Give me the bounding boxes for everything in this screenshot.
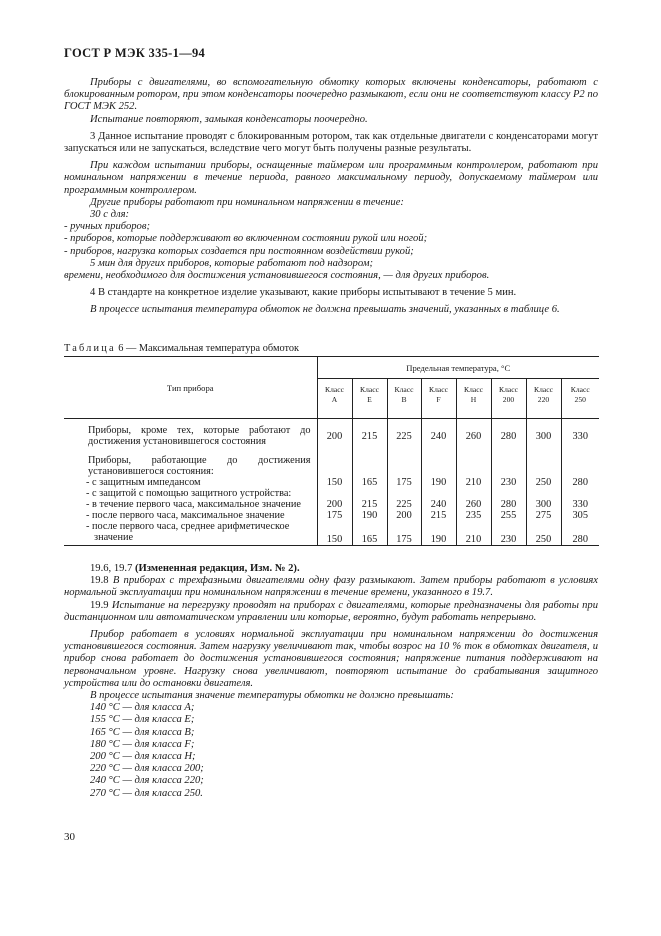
table-header-temperature: Предельная температура, °С [317,357,599,379]
temperature-limits-list [64,702,598,800]
table-header-class: Класс Е [352,379,387,419]
table-cell: 150 [317,477,352,488]
table-cell: 300 [526,419,561,448]
table-row [64,447,599,477]
row-label: - после первого часа, среднее арифметическое значение [64,521,317,546]
table-cell: 175 [387,477,421,488]
paragraph-overload: Прибор работает в условиях нормальной эксплуатации при номинальном напряжении до достижения установившегося состояния. Затем нагрузку увеличивают так, чтобы возрос на 10 % ток в обмотках двигателя, и прибор снова работает до достижения установившегося состояния; напряжение питания поддерживают на первоначальном уровне. Нагрузку снова увеличивают, повторяют испытание до срабатывания защитного устройства или до остановки двигателя. [64,629,598,689]
paragraph-temperature-intro: В процессе испытания значение температуры обмотки не должно превышать: [90,690,454,702]
table-caption-text: 6 — Максимальная температура обмоток [115,343,300,354]
paragraph-timer-devices: При каждом испытании приборы, оснащенные таймером или программным контроллером, работают при номинальном напряжении в течение периода, равного максимальному периоду, допускаемому таймером или программным контроллером. [64,160,598,196]
table-cell: 200 [317,499,352,510]
table-cell: 215 [421,510,456,521]
list-item: - приборов, которые поддерживают во включенном состоянии рукой или ногой; [64,233,428,245]
paragraph-capacitor-motors: Приборы с двигателями, во вспомогательную обмотку которых включены конденсаторы, работают с блокированным ротором, при этом конденсаторы поочередно размыкают, если они не соответствуют классу P2 по ГОСТ МЭК 252. [64,77,598,113]
table-row [64,419,599,448]
table-row [64,510,599,521]
table-header-class: Класс 200 [491,379,526,419]
table-header-class: Класс 220 [526,379,561,419]
table-cell: 275 [526,510,561,521]
list-item: 165 °С — для класса В; [90,726,195,738]
list-item: 180 °С — для класса F; [90,738,195,750]
row-label: - с защитой с помощью защитного устройства: [86,488,292,499]
table-cell: 200 [387,510,421,521]
document-header: ГОСТ Р МЭК 335-1—94 [64,46,206,60]
bottom-text-block [64,563,598,800]
table-caption-word: Таблица [64,343,116,354]
table-row [64,521,599,546]
table-cell: 210 [456,477,491,488]
list-item: 270 °С — для класса 250. [90,787,203,799]
clause-number: 19.8 [90,575,113,587]
table-cell: 230 [491,477,526,488]
clause-19-8 [64,575,598,599]
list-item: Другие приборы работают при номинальном напряжении в течение: [90,196,404,208]
table-header-class: Класс 250 [561,379,599,419]
table-cell: 215 [352,499,387,510]
table-cell: 190 [421,477,456,488]
table-cell: 260 [456,419,491,448]
row-label: - в течение первого часа, максимальное значение [86,499,301,510]
page-number: 30 [64,831,75,843]
row-label: Приборы, кроме тех, которые работают до достижения установившегося состояния [88,425,311,447]
table-cell: 300 [526,499,561,510]
table-cell: 330 [561,499,599,510]
table-row [64,488,599,499]
table-cell: 150 [317,521,352,546]
table-row [64,477,599,488]
clause-number: 19.6, 19.7 [90,563,136,574]
clause-text: В приборах с трехфазными двигателями одну фазу размыкают. Затем приборы работают в условиях нормальной эксплуатации при номинальном напряжении в течение времени, указанного в 19.7. [64,575,599,599]
table-cell: 190 [352,510,387,521]
table-cell: 280 [561,521,599,546]
list-item: 220 °С — для класса 200; [90,763,204,775]
paragraph-temperature-limit: В процессе испытания температура обмоток не должна превышать значений, указанных в таблице 6. [90,304,560,316]
clause-text: Испытание на перегрузку проводят на приборах с двигателями, которые предназначены для работы при дистанционном или автоматическом управлении или которые, вероятно, будут работать непрерывно. [64,599,599,623]
list-item: 200 °С — для класса Н; [90,751,196,763]
table-cell: 225 [387,499,421,510]
list-item: 240 °С — для класса 220; [90,775,204,787]
table-header-class: Класс А [317,379,352,419]
row-label: - с защитным импедансом [86,477,201,488]
table-cell: 240 [421,499,456,510]
note-4: 4 В стандарте на конкретное изделие указывают, какие приборы испытывают в течение 5 мин. [90,287,517,299]
edit-note [64,563,598,575]
note-3: 3 Данное испытание проводят с блокированным ротором, так как отдельные двигатели с конденсаторами могут запускаться или не запускаться, вследствие чего могут быть получены разные результаты. [64,130,598,155]
table-header-device-type: Тип прибора [166,382,214,393]
list-item: времени, необходимого для достижения установившегося состояния, — для других приборов. [64,270,490,282]
row-label: - после первого часа, максимальное значение [86,510,285,521]
table-cell: 280 [491,419,526,448]
table-cell: 175 [387,521,421,546]
list-item: - ручных приборов; [64,221,150,233]
edit-note-bold: (Измененная редакция, Изм. № 2). [135,563,300,574]
clause-19-9 [64,600,598,624]
clause-number: 19.9 [90,599,112,611]
duration-list [64,197,598,282]
table-header-class: Класс Н [456,379,491,419]
list-item: - приборов, нагрузка которых создается при постоянном воздействии рукой; [64,245,414,257]
table-header-class: Класс F [421,379,456,419]
table-cell: 165 [352,477,387,488]
table-cell: 260 [456,499,491,510]
row-label: Приборы, работающие до достижения установившегося состояния: [88,455,311,477]
table-cell: 200 [317,419,352,448]
table-max-winding-temperature [64,356,599,546]
table-cell: 330 [561,419,599,448]
table-cell: 240 [421,419,456,448]
list-item: 155 °С — для класса Е; [90,714,195,726]
table-cell: 250 [526,477,561,488]
table-header-class: Класс В [387,379,421,419]
table-cell: 255 [491,510,526,521]
table-row [64,499,599,510]
list-item: 5 мин для других приборов, которые работают под надзором; [90,257,374,269]
table-cell: 225 [387,419,421,448]
table-cell: 190 [421,521,456,546]
table-cell: 250 [526,521,561,546]
table-cell: 175 [317,510,352,521]
list-item: 30 с для: [90,209,130,221]
table-caption [64,343,299,354]
table-cell: 280 [561,477,599,488]
table-cell: 210 [456,521,491,546]
table-cell: 280 [491,499,526,510]
list-item: 140 °С — для класса А; [90,702,195,714]
table-cell: 305 [561,510,599,521]
table-cell: 230 [491,521,526,546]
top-text-block [64,77,598,317]
table-cell: 165 [352,521,387,546]
table-cell: 235 [456,510,491,521]
table-cell: 215 [352,419,387,448]
paragraph-repeat-test: Испытание повторяют, замыкая конденсаторы поочередно. [90,113,368,125]
